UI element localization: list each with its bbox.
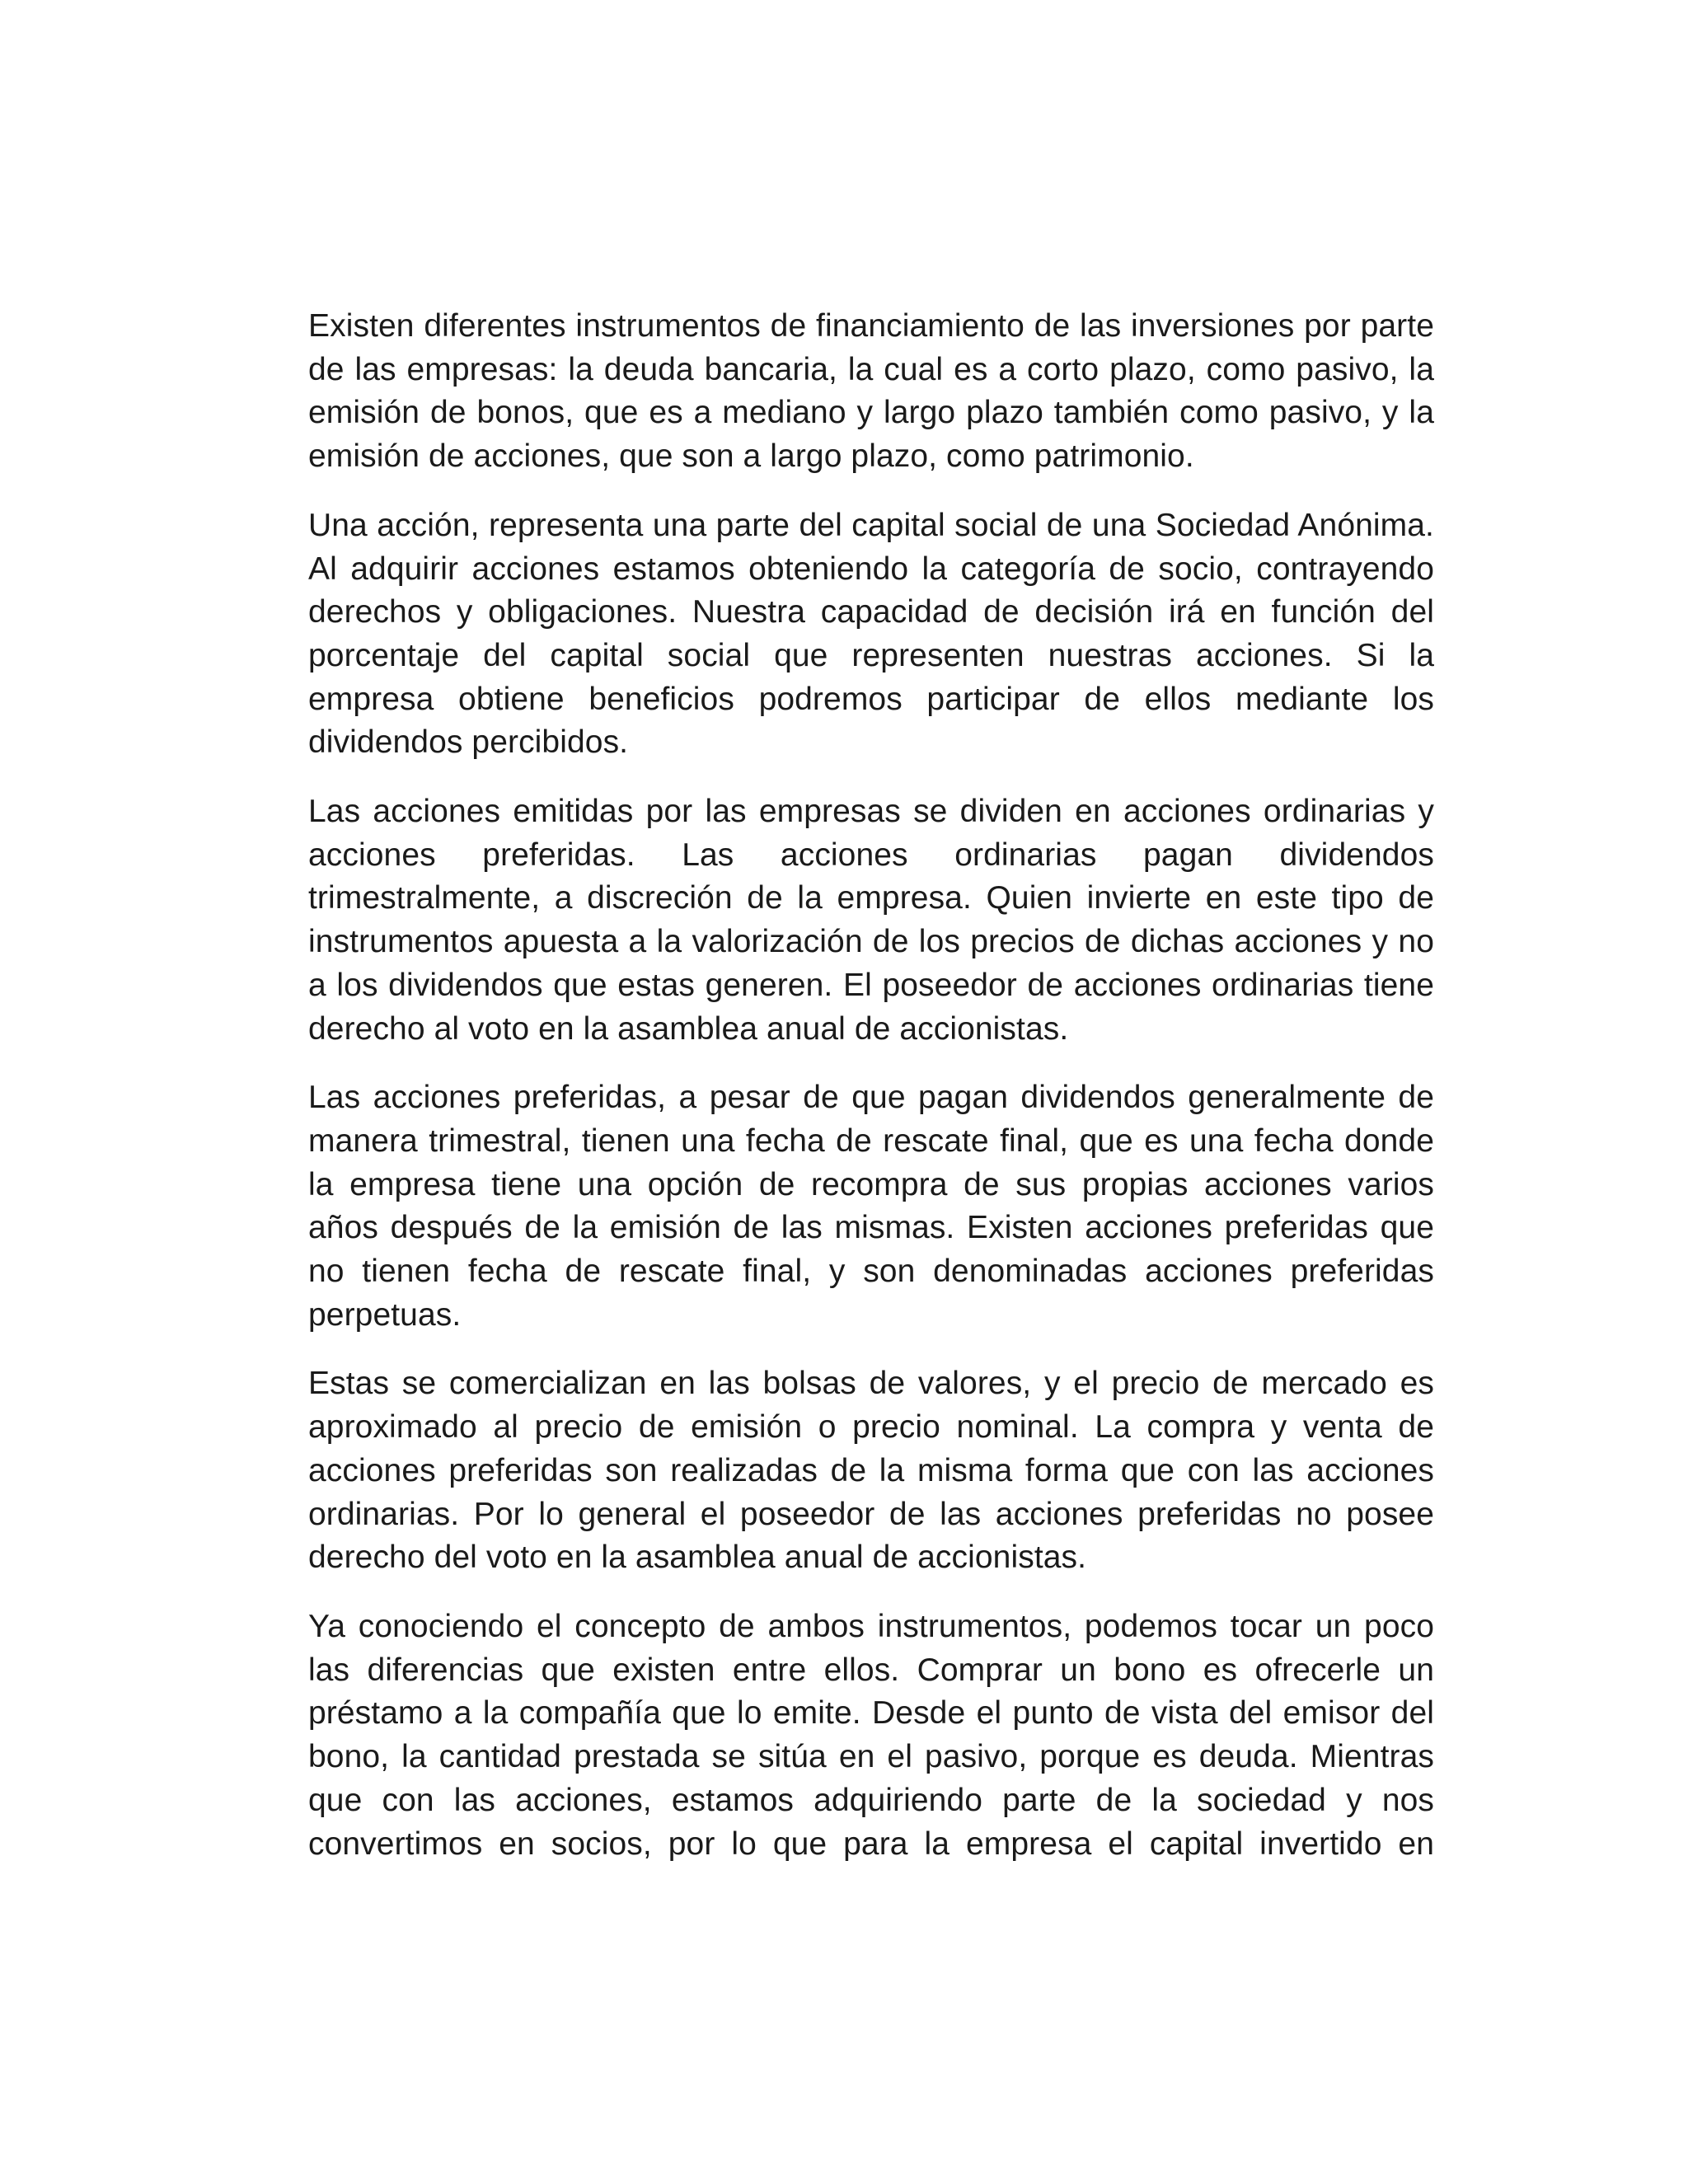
paragraph-market-trading: Estas se comercializan en las bolsas de valores, y el precio de mercado es aproximado al precio de emisión o precio nominal. La compra y venta de acciones preferidas son realizadas de la misma forma que con las acciones ordinarias. Por lo general el poseedor de las acciones preferidas no posee derecho del voto en la asamblea anual de accionistas. <box>308 1366 1434 1576</box>
paragraph-financing-instruments: Existen diferentes instrumentos de financiamiento de las inversiones por parte de las empresas: la deuda bancaria, la cual es a corto plazo, como pasivo, la emisión de bonos, que es a mediano y largo plazo también como pasivo, y la emisión de acciones, que son a largo plazo, como patrimonio. <box>308 308 1434 475</box>
document-body <box>308 305 1434 1866</box>
paragraph-bond-vs-share: Ya conociendo el concepto de ambos instrumentos, podemos tocar un poco las diferencias que existen entre ellos. Comprar un bono es ofrecerle un préstamo a la compañía que lo emite. Desde el punto de vista del emisor del bono, la cantidad prestada se sitúa en el pasivo, porque es deuda. Mientras que con las acciones, estamos adquiriendo parte de la sociedad y nos convertimos en socios, por lo que para la empresa el capital invertido en <box>308 1608 1434 1862</box>
paragraph-preferred-shares: Las acciones preferidas, a pesar de que pagan dividendos generalmente de manera trimestral, tienen una fecha de rescate final, que es una fecha donde la empresa tiene una opción de recompra de sus propias acciones varios años después de la emisión de las mismas. Existen acciones preferidas que no tienen fecha de rescate final, y son denominadas acciones preferidas perpetuas. <box>308 1080 1434 1333</box>
paragraph-share-definition: Una acción, representa una parte del capital social de una Sociedad Anónima. Al adquirir acciones estamos obteniendo la categoría de socio, contrayendo derechos y obligaciones. Nuestra capacidad de decisión irá en función del porcentaje del capital social que representen nuestras acciones. Si la empresa obtiene beneficios podremos participar de ellos mediante los dividendos percibidos. <box>308 507 1434 761</box>
paragraph-share-types: Las acciones emitidas por las empresas se dividen en acciones ordinarias y acciones preferidas. Las acciones ordinarias pagan dividendos trimestralmente, a discreción de la empresa. Quien invierte en este tipo de instrumentos apuesta a la valorización de los precios de dichas acciones y no a los dividendos que estas generen. El poseedor de acciones ordinarias tiene derecho al voto en la asamblea anual de accionistas. <box>308 794 1434 1047</box>
